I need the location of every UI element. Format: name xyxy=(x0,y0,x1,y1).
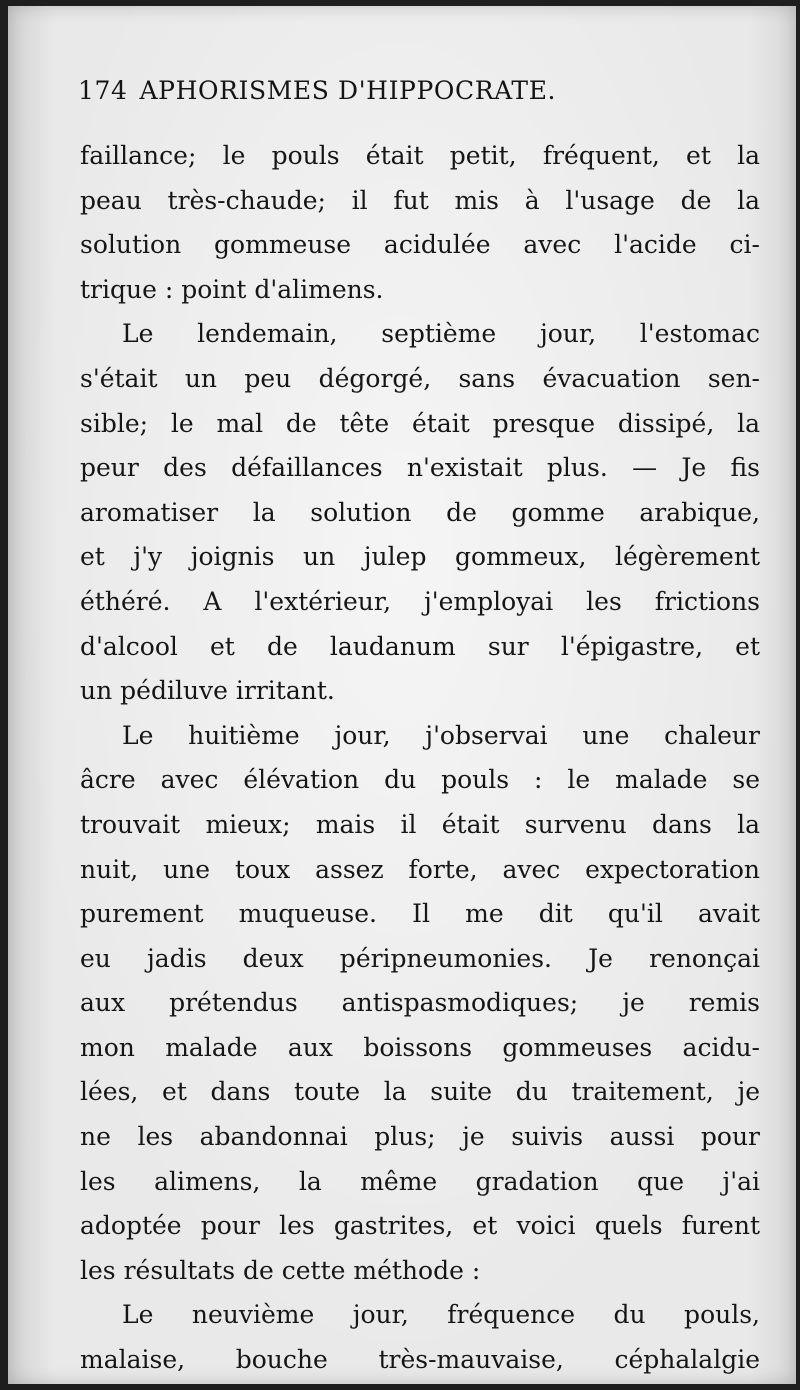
text-line: faillance; le pouls était petit, fréquent, et la xyxy=(80,141,760,170)
book-page xyxy=(8,6,796,1384)
text-line: lées, et dans toute la suite du traitement, je xyxy=(80,1077,760,1107)
body-text xyxy=(80,134,760,1383)
text-line: et j'y joignis un julep gommeux, légèrement xyxy=(80,542,760,572)
page-number: 174 xyxy=(78,76,128,105)
text-line: les résultats de cette méthode : xyxy=(80,1255,481,1285)
text-line: éthéré. A l'extérieur, j'employai les frictions xyxy=(80,586,760,616)
text-line: âcre avec élévation du pouls : le malade se xyxy=(80,765,760,795)
text-line: s'était un peu dégorgé, sans évacuation sen- xyxy=(80,363,760,393)
text-line: mon malade aux boissons gommeuses acidu- xyxy=(80,1032,760,1062)
text-line: aux prétendus antispasmodiques; je remis xyxy=(80,988,760,1018)
text-line: les alimens, la même gradation que j'ai xyxy=(80,1166,760,1196)
text-line: d'alcool et de laudanum sur l'épigastre, et xyxy=(80,631,760,661)
text-line: sible; le mal de tête était presque dissipé, la xyxy=(80,408,760,438)
running-header xyxy=(78,76,556,105)
text-line: adoptée pour les gastrites, et voici quels furent xyxy=(80,1211,760,1241)
text-line: aromatiser la solution de gomme arabique, xyxy=(80,497,760,527)
running-title: APHORISMES D'HIPPOCRATE. xyxy=(139,76,557,105)
text-line: malaise, bouche très-mauvaise, céphalalgie xyxy=(80,1345,760,1375)
text-line: trique : point d'alimens. xyxy=(80,274,384,304)
text-line: ne les abandonnai plus; je suivis aussi pour xyxy=(80,1122,760,1152)
text-line: Le huitième jour, j'observai une chaleur xyxy=(122,720,760,750)
text-line: un pédiluve irritant. xyxy=(80,676,335,706)
text-line: purement muqueuse. Il me dit qu'il avait xyxy=(80,899,760,929)
text-line: Le lendemain, septième jour, l'estomac xyxy=(122,319,760,349)
text-line: Le neuvième jour, fréquence du pouls, xyxy=(122,1300,760,1330)
text-line: peau très-chaude; il fut mis à l'usage de la xyxy=(80,185,760,215)
text-line: nuit, une toux assez forte, avec expectoration xyxy=(80,854,760,884)
text-line: solution gommeuse acidulée avec l'acide ci- xyxy=(80,230,760,260)
text-line: peur des défaillances n'existait plus. — Je fis xyxy=(80,453,760,483)
text-line: eu jadis deux péripneumonies. Je renonçai xyxy=(80,943,760,973)
text-line: trouvait mieux; mais il était survenu dans la xyxy=(80,809,760,839)
